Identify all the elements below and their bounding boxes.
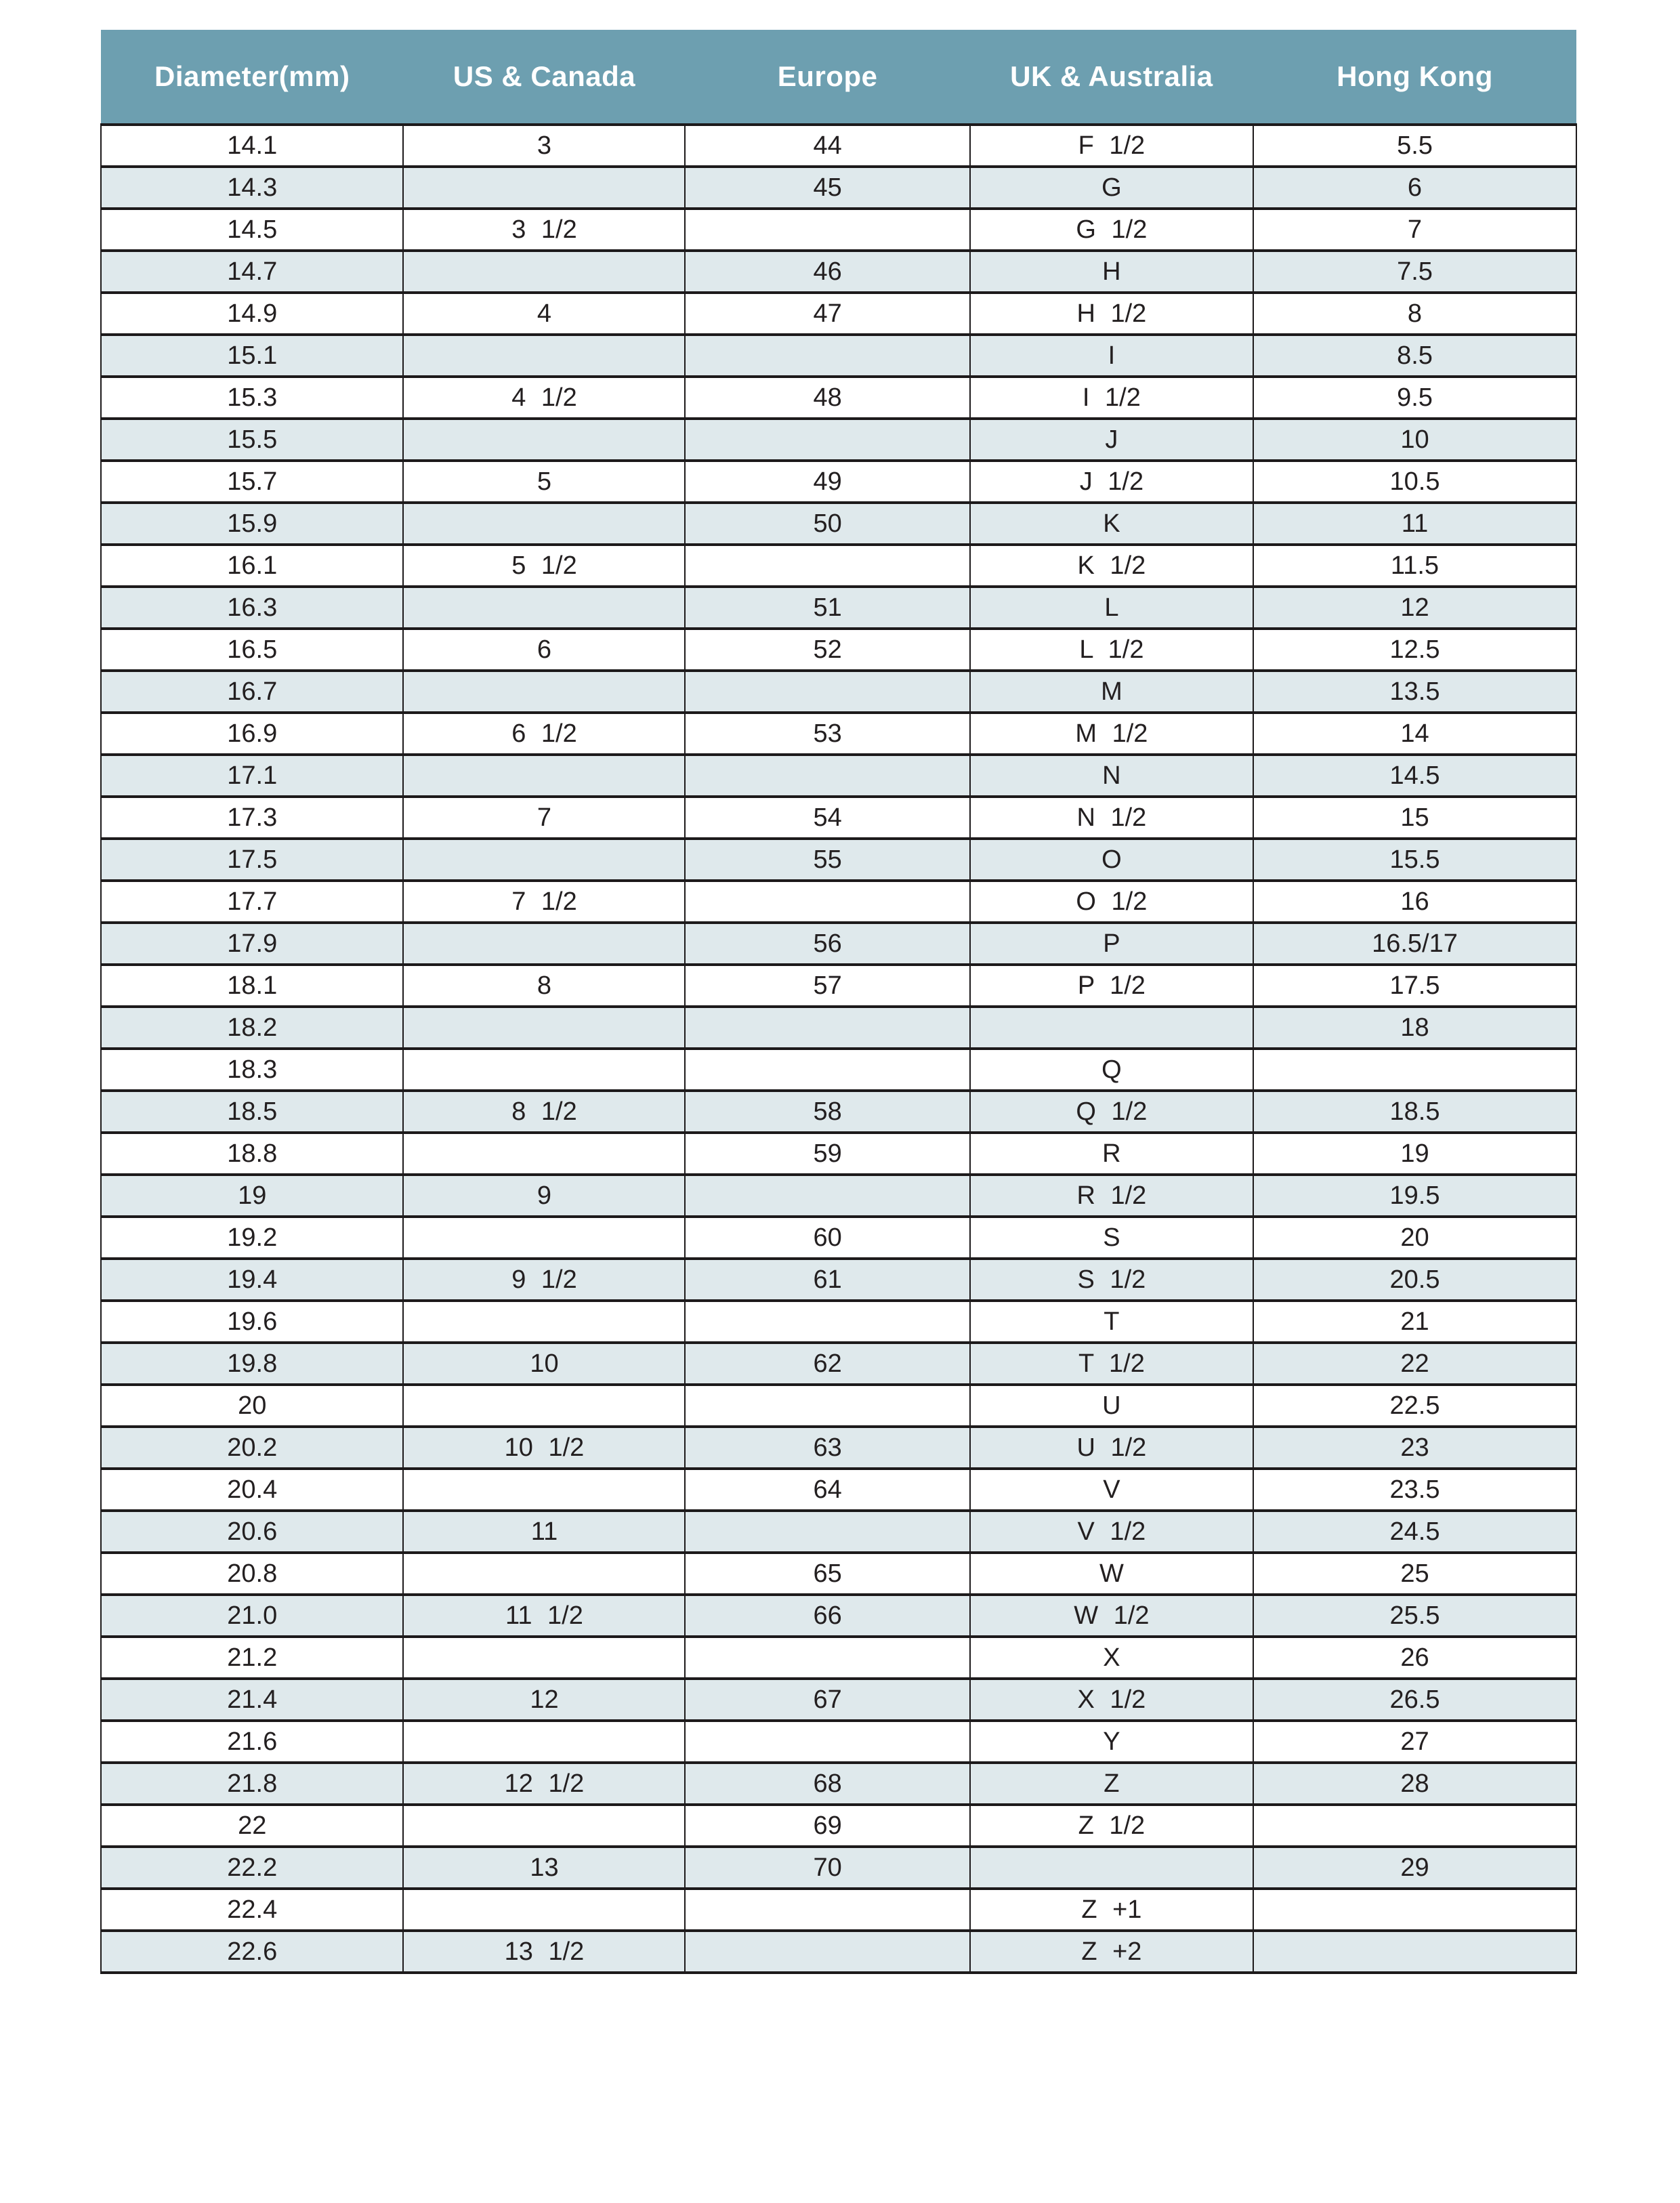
- cell-europe: 52: [685, 629, 969, 671]
- cell-us-canada: 3: [403, 125, 685, 167]
- cell-diameter: 21.8: [101, 1763, 403, 1805]
- cell-europe: [685, 1049, 969, 1091]
- cell-diameter: 15.7: [101, 461, 403, 503]
- cell-uk-australia: Q 1/2: [970, 1091, 1253, 1133]
- cell-hong-kong: 10.5: [1253, 461, 1576, 503]
- ring-size-conversion-table: [100, 30, 1577, 1974]
- table-row: [101, 1301, 1576, 1343]
- table-row: [101, 335, 1576, 377]
- cell-us-canada: [403, 1469, 685, 1511]
- table-row: [101, 461, 1576, 503]
- cell-europe: 48: [685, 377, 969, 419]
- table-row: [101, 545, 1576, 587]
- column-header-europe: Europe: [685, 30, 969, 125]
- table-row: [101, 1553, 1576, 1595]
- cell-diameter: 21.4: [101, 1679, 403, 1721]
- table-row: [101, 923, 1576, 965]
- cell-diameter: 22.4: [101, 1889, 403, 1931]
- cell-uk-australia: Z +1: [970, 1889, 1253, 1931]
- cell-europe: 61: [685, 1259, 969, 1301]
- cell-diameter: 16.3: [101, 587, 403, 629]
- cell-europe: [685, 1721, 969, 1763]
- table-row: [101, 1679, 1576, 1721]
- cell-us-canada: [403, 1805, 685, 1847]
- cell-diameter: 19.2: [101, 1217, 403, 1259]
- cell-hong-kong: 24.5: [1253, 1511, 1576, 1553]
- cell-diameter: 22.2: [101, 1847, 403, 1889]
- cell-diameter: 20.6: [101, 1511, 403, 1553]
- cell-diameter: 19.8: [101, 1343, 403, 1385]
- cell-europe: [685, 1931, 969, 1973]
- table-row: [101, 1427, 1576, 1469]
- table-row: [101, 1721, 1576, 1763]
- cell-us-canada: 8: [403, 965, 685, 1007]
- cell-diameter: 21.0: [101, 1595, 403, 1637]
- cell-europe: 60: [685, 1217, 969, 1259]
- cell-europe: 59: [685, 1133, 969, 1175]
- cell-uk-australia: Z 1/2: [970, 1805, 1253, 1847]
- cell-uk-australia: W 1/2: [970, 1595, 1253, 1637]
- cell-europe: [685, 1637, 969, 1679]
- cell-us-canada: 11 1/2: [403, 1595, 685, 1637]
- cell-hong-kong: 21: [1253, 1301, 1576, 1343]
- cell-europe: 62: [685, 1343, 969, 1385]
- cell-uk-australia: T 1/2: [970, 1343, 1253, 1385]
- cell-us-canada: 5 1/2: [403, 545, 685, 587]
- cell-uk-australia: U: [970, 1385, 1253, 1427]
- cell-us-canada: [403, 1007, 685, 1049]
- cell-hong-kong: 12: [1253, 587, 1576, 629]
- cell-diameter: 22: [101, 1805, 403, 1847]
- cell-hong-kong: 13.5: [1253, 671, 1576, 713]
- cell-us-canada: 4: [403, 293, 685, 335]
- cell-hong-kong: 14: [1253, 713, 1576, 755]
- cell-diameter: 14.1: [101, 125, 403, 167]
- column-header-hong-kong: Hong Kong: [1253, 30, 1576, 125]
- cell-europe: 68: [685, 1763, 969, 1805]
- cell-diameter: 16.1: [101, 545, 403, 587]
- cell-europe: 57: [685, 965, 969, 1007]
- cell-diameter: 15.1: [101, 335, 403, 377]
- table-row: [101, 167, 1576, 209]
- cell-europe: 51: [685, 587, 969, 629]
- cell-uk-australia: H: [970, 251, 1253, 293]
- cell-europe: 44: [685, 125, 969, 167]
- table-row: [101, 1511, 1576, 1553]
- cell-us-canada: 7: [403, 797, 685, 839]
- table-row: [101, 1259, 1576, 1301]
- cell-hong-kong: 20: [1253, 1217, 1576, 1259]
- cell-uk-australia: Y: [970, 1721, 1253, 1763]
- cell-hong-kong: 8.5: [1253, 335, 1576, 377]
- cell-hong-kong: 18: [1253, 1007, 1576, 1049]
- cell-uk-australia: I: [970, 335, 1253, 377]
- table-row: [101, 1805, 1576, 1847]
- cell-diameter: 18.1: [101, 965, 403, 1007]
- cell-diameter: 19.4: [101, 1259, 403, 1301]
- cell-us-canada: [403, 419, 685, 461]
- table-row: [101, 755, 1576, 797]
- cell-uk-australia: Z: [970, 1763, 1253, 1805]
- cell-hong-kong: 22.5: [1253, 1385, 1576, 1427]
- cell-europe: [685, 1301, 969, 1343]
- cell-us-canada: [403, 1721, 685, 1763]
- cell-hong-kong: [1253, 1805, 1576, 1847]
- cell-us-canada: [403, 1889, 685, 1931]
- cell-hong-kong: 15.5: [1253, 839, 1576, 881]
- cell-hong-kong: 27: [1253, 1721, 1576, 1763]
- cell-europe: 67: [685, 1679, 969, 1721]
- table-row: [101, 1385, 1576, 1427]
- cell-hong-kong: [1253, 1049, 1576, 1091]
- cell-hong-kong: 11: [1253, 503, 1576, 545]
- cell-hong-kong: 20.5: [1253, 1259, 1576, 1301]
- cell-uk-australia: G 1/2: [970, 209, 1253, 251]
- cell-diameter: 16.7: [101, 671, 403, 713]
- table-row: [101, 1049, 1576, 1091]
- cell-europe: [685, 419, 969, 461]
- table-row: [101, 1007, 1576, 1049]
- cell-uk-australia: L 1/2: [970, 629, 1253, 671]
- cell-europe: [685, 545, 969, 587]
- cell-us-canada: [403, 251, 685, 293]
- table-row: [101, 1343, 1576, 1385]
- cell-europe: [685, 1511, 969, 1553]
- table-row: [101, 1133, 1576, 1175]
- cell-diameter: 17.7: [101, 881, 403, 923]
- table-header: [101, 30, 1576, 125]
- cell-europe: 54: [685, 797, 969, 839]
- cell-europe: [685, 335, 969, 377]
- cell-hong-kong: 6: [1253, 167, 1576, 209]
- cell-hong-kong: 17.5: [1253, 965, 1576, 1007]
- conversion-table: [100, 30, 1577, 1974]
- cell-us-canada: [403, 587, 685, 629]
- cell-europe: 47: [685, 293, 969, 335]
- cell-europe: 58: [685, 1091, 969, 1133]
- cell-hong-kong: 7: [1253, 209, 1576, 251]
- cell-diameter: 22.6: [101, 1931, 403, 1973]
- cell-hong-kong: 5.5: [1253, 125, 1576, 167]
- cell-uk-australia: L: [970, 587, 1253, 629]
- cell-uk-australia: X 1/2: [970, 1679, 1253, 1721]
- table-row: [101, 1217, 1576, 1259]
- cell-diameter: 14.3: [101, 167, 403, 209]
- cell-us-canada: [403, 1301, 685, 1343]
- cell-europe: 45: [685, 167, 969, 209]
- cell-us-canada: [403, 1553, 685, 1595]
- cell-hong-kong: 28: [1253, 1763, 1576, 1805]
- cell-europe: 49: [685, 461, 969, 503]
- cell-uk-australia: Z +2: [970, 1931, 1253, 1973]
- cell-diameter: 20.8: [101, 1553, 403, 1595]
- cell-diameter: 17.5: [101, 839, 403, 881]
- cell-us-canada: [403, 1133, 685, 1175]
- cell-uk-australia: G: [970, 167, 1253, 209]
- cell-hong-kong: [1253, 1889, 1576, 1931]
- cell-europe: [685, 755, 969, 797]
- cell-hong-kong: 29: [1253, 1847, 1576, 1889]
- cell-us-canada: [403, 335, 685, 377]
- cell-uk-australia: T: [970, 1301, 1253, 1343]
- cell-diameter: 15.9: [101, 503, 403, 545]
- cell-diameter: 16.9: [101, 713, 403, 755]
- cell-uk-australia: P: [970, 923, 1253, 965]
- cell-uk-australia: Q: [970, 1049, 1253, 1091]
- cell-europe: 69: [685, 1805, 969, 1847]
- table-row: [101, 419, 1576, 461]
- cell-uk-australia: K: [970, 503, 1253, 545]
- cell-us-canada: 9: [403, 1175, 685, 1217]
- cell-us-canada: 7 1/2: [403, 881, 685, 923]
- cell-hong-kong: 23.5: [1253, 1469, 1576, 1511]
- cell-hong-kong: 15: [1253, 797, 1576, 839]
- cell-uk-australia: R 1/2: [970, 1175, 1253, 1217]
- cell-uk-australia: W: [970, 1553, 1253, 1595]
- cell-uk-australia: S 1/2: [970, 1259, 1253, 1301]
- cell-europe: [685, 1175, 969, 1217]
- cell-uk-australia: V 1/2: [970, 1511, 1253, 1553]
- cell-hong-kong: 22: [1253, 1343, 1576, 1385]
- table-row: [101, 125, 1576, 167]
- table-row: [101, 1763, 1576, 1805]
- cell-us-canada: 12 1/2: [403, 1763, 685, 1805]
- cell-us-canada: [403, 1049, 685, 1091]
- cell-us-canada: 6: [403, 629, 685, 671]
- cell-uk-australia: [970, 1847, 1253, 1889]
- table-body: [101, 125, 1576, 1973]
- cell-uk-australia: [970, 1007, 1253, 1049]
- cell-uk-australia: N: [970, 755, 1253, 797]
- cell-diameter: 21.6: [101, 1721, 403, 1763]
- cell-uk-australia: F 1/2: [970, 125, 1253, 167]
- cell-europe: 70: [685, 1847, 969, 1889]
- cell-us-canada: 13: [403, 1847, 685, 1889]
- cell-us-canada: [403, 755, 685, 797]
- table-row: [101, 503, 1576, 545]
- cell-diameter: 15.5: [101, 419, 403, 461]
- table-row: [101, 251, 1576, 293]
- cell-diameter: 19.6: [101, 1301, 403, 1343]
- cell-diameter: 20.2: [101, 1427, 403, 1469]
- cell-us-canada: 12: [403, 1679, 685, 1721]
- table-row: [101, 1091, 1576, 1133]
- cell-europe: [685, 1889, 969, 1931]
- cell-hong-kong: 25: [1253, 1553, 1576, 1595]
- cell-hong-kong: 10: [1253, 419, 1576, 461]
- cell-us-canada: 5: [403, 461, 685, 503]
- cell-us-canada: [403, 1217, 685, 1259]
- cell-diameter: 19: [101, 1175, 403, 1217]
- cell-europe: [685, 671, 969, 713]
- cell-diameter: 20: [101, 1385, 403, 1427]
- column-header-uk-australia: UK & Australia: [970, 30, 1253, 125]
- cell-hong-kong: 25.5: [1253, 1595, 1576, 1637]
- cell-uk-australia: J: [970, 419, 1253, 461]
- table-row: [101, 587, 1576, 629]
- cell-uk-australia: R: [970, 1133, 1253, 1175]
- cell-europe: [685, 1007, 969, 1049]
- cell-hong-kong: 9.5: [1253, 377, 1576, 419]
- cell-hong-kong: [1253, 1931, 1576, 1973]
- cell-europe: 56: [685, 923, 969, 965]
- cell-hong-kong: 19.5: [1253, 1175, 1576, 1217]
- table-row: [101, 797, 1576, 839]
- cell-us-canada: 11: [403, 1511, 685, 1553]
- table-row: [101, 839, 1576, 881]
- cell-diameter: 17.9: [101, 923, 403, 965]
- table-row: [101, 293, 1576, 335]
- table-row: [101, 1175, 1576, 1217]
- cell-europe: [685, 209, 969, 251]
- cell-europe: 65: [685, 1553, 969, 1595]
- cell-hong-kong: 8: [1253, 293, 1576, 335]
- cell-diameter: 17.1: [101, 755, 403, 797]
- cell-uk-australia: S: [970, 1217, 1253, 1259]
- table-row: [101, 881, 1576, 923]
- cell-europe: 46: [685, 251, 969, 293]
- cell-europe: 66: [685, 1595, 969, 1637]
- cell-europe: [685, 1385, 969, 1427]
- cell-europe: 63: [685, 1427, 969, 1469]
- cell-us-canada: [403, 671, 685, 713]
- cell-us-canada: 9 1/2: [403, 1259, 685, 1301]
- table-row: [101, 1637, 1576, 1679]
- cell-uk-australia: H 1/2: [970, 293, 1253, 335]
- cell-hong-kong: 16.5/17: [1253, 923, 1576, 965]
- cell-diameter: 14.5: [101, 209, 403, 251]
- cell-us-canada: 10: [403, 1343, 685, 1385]
- cell-uk-australia: P 1/2: [970, 965, 1253, 1007]
- cell-europe: 50: [685, 503, 969, 545]
- cell-uk-australia: U 1/2: [970, 1427, 1253, 1469]
- cell-hong-kong: 18.5: [1253, 1091, 1576, 1133]
- cell-diameter: 14.7: [101, 251, 403, 293]
- cell-uk-australia: O 1/2: [970, 881, 1253, 923]
- cell-us-canada: 10 1/2: [403, 1427, 685, 1469]
- cell-uk-australia: I 1/2: [970, 377, 1253, 419]
- column-header-diameter: Diameter(mm): [101, 30, 403, 125]
- table-row: [101, 377, 1576, 419]
- cell-hong-kong: 11.5: [1253, 545, 1576, 587]
- cell-hong-kong: 26.5: [1253, 1679, 1576, 1721]
- cell-uk-australia: O: [970, 839, 1253, 881]
- column-header-us-canada: US & Canada: [403, 30, 685, 125]
- cell-europe: 64: [685, 1469, 969, 1511]
- cell-uk-australia: N 1/2: [970, 797, 1253, 839]
- cell-us-canada: [403, 167, 685, 209]
- table-row: [101, 671, 1576, 713]
- cell-diameter: 14.9: [101, 293, 403, 335]
- cell-uk-australia: K 1/2: [970, 545, 1253, 587]
- table-row: [101, 713, 1576, 755]
- cell-us-canada: [403, 1385, 685, 1427]
- table-row: [101, 1469, 1576, 1511]
- table-row: [101, 965, 1576, 1007]
- cell-europe: [685, 881, 969, 923]
- cell-us-canada: [403, 503, 685, 545]
- cell-hong-kong: 7.5: [1253, 251, 1576, 293]
- cell-us-canada: [403, 923, 685, 965]
- table-row: [101, 1595, 1576, 1637]
- cell-diameter: 16.5: [101, 629, 403, 671]
- table-row: [101, 629, 1576, 671]
- cell-hong-kong: 19: [1253, 1133, 1576, 1175]
- cell-diameter: 21.2: [101, 1637, 403, 1679]
- cell-uk-australia: M 1/2: [970, 713, 1253, 755]
- cell-uk-australia: V: [970, 1469, 1253, 1511]
- cell-diameter: 17.3: [101, 797, 403, 839]
- cell-us-canada: 8 1/2: [403, 1091, 685, 1133]
- cell-us-canada: [403, 839, 685, 881]
- table-row: [101, 1889, 1576, 1931]
- cell-hong-kong: 12.5: [1253, 629, 1576, 671]
- cell-us-canada: 13 1/2: [403, 1931, 685, 1973]
- cell-europe: 53: [685, 713, 969, 755]
- cell-hong-kong: 14.5: [1253, 755, 1576, 797]
- cell-diameter: 20.4: [101, 1469, 403, 1511]
- cell-uk-australia: J 1/2: [970, 461, 1253, 503]
- cell-hong-kong: 23: [1253, 1427, 1576, 1469]
- cell-uk-australia: M: [970, 671, 1253, 713]
- cell-europe: 55: [685, 839, 969, 881]
- cell-hong-kong: 26: [1253, 1637, 1576, 1679]
- cell-hong-kong: 16: [1253, 881, 1576, 923]
- cell-diameter: 18.3: [101, 1049, 403, 1091]
- cell-us-canada: 6 1/2: [403, 713, 685, 755]
- cell-us-canada: 4 1/2: [403, 377, 685, 419]
- cell-uk-australia: X: [970, 1637, 1253, 1679]
- table-row: [101, 209, 1576, 251]
- cell-diameter: 15.3: [101, 377, 403, 419]
- table-row: [101, 1931, 1576, 1973]
- cell-us-canada: [403, 1637, 685, 1679]
- cell-diameter: 18.8: [101, 1133, 403, 1175]
- cell-diameter: 18.2: [101, 1007, 403, 1049]
- table-row: [101, 1847, 1576, 1889]
- cell-diameter: 18.5: [101, 1091, 403, 1133]
- cell-us-canada: 3 1/2: [403, 209, 685, 251]
- header-row: [101, 30, 1576, 125]
